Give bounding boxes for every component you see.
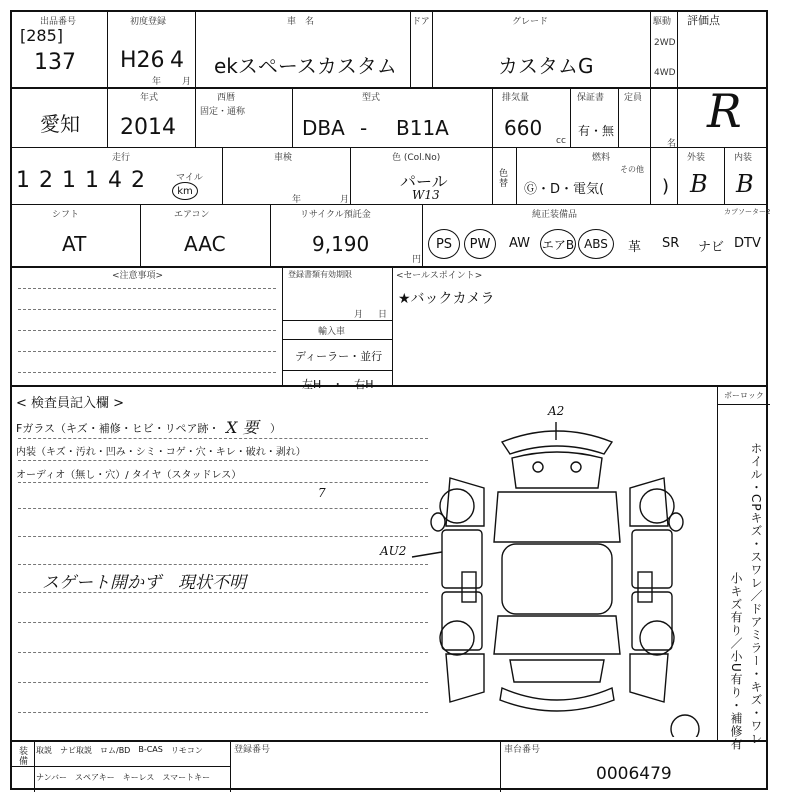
fuel-label: 燃料 xyxy=(592,153,611,163)
fuel-other-label: その他 xyxy=(620,165,644,174)
option-item: スペアキー xyxy=(75,773,115,782)
inspect-day: 日 xyxy=(378,310,388,320)
warranty: 有・無 xyxy=(578,124,615,138)
mileage-digits xyxy=(16,168,145,193)
mile-unit: マイル xyxy=(176,173,203,183)
car-name: ekスペースカスタム xyxy=(214,54,397,78)
color-code: W13 xyxy=(412,188,440,202)
equip-airbag: エアB xyxy=(540,229,576,259)
model-year: 2014 xyxy=(120,115,176,140)
drive-2wd: 2WD xyxy=(654,38,676,48)
grade-label: グレード xyxy=(512,17,549,27)
dealer: ディーラー・並行 xyxy=(295,350,383,363)
equip-dtv: DTV xyxy=(734,236,761,251)
ac-label: エアコン xyxy=(174,210,210,220)
option-item: キーレス xyxy=(122,773,155,782)
option-item: ナビ取説 xyxy=(60,746,92,755)
mileage-digit: 2 xyxy=(131,168,145,193)
first-reg-month: 4 xyxy=(170,48,184,73)
auction-sheet xyxy=(10,10,771,790)
mileage-digit: 1 xyxy=(16,168,30,193)
inspector-label: < 検査員記入欄 > xyxy=(16,396,125,411)
option-item: ロム/BD xyxy=(100,746,131,755)
model-year-label: 年式 xyxy=(140,93,159,103)
sales-point: ★バックカメラ xyxy=(398,291,495,307)
grade: カスタムG xyxy=(498,54,594,78)
equip-leather: 革 xyxy=(628,240,642,255)
color-label: 色 (Col.No) xyxy=(392,153,441,163)
cc-unit: cc xyxy=(556,136,566,146)
car-name-label: 車 名 xyxy=(287,17,315,27)
interior-label: 内装 xyxy=(734,153,753,163)
diagram-mark-top: A2 xyxy=(548,404,565,418)
car-diagram xyxy=(342,392,712,737)
model-prefix: DBA xyxy=(302,116,345,140)
recycle-label: リサイクル預託金 xyxy=(300,210,371,220)
bottom-equip-label: 装備 xyxy=(17,746,27,766)
diagram-mark-small: 7 xyxy=(318,486,326,500)
chassis-label: 車台番号 xyxy=(504,745,541,755)
inspect-label: 登録書類有効期限 xyxy=(288,270,352,279)
fuel-close: ) xyxy=(662,176,670,197)
options-row-1 xyxy=(36,745,203,756)
equip-abs: ABS xyxy=(578,229,614,259)
coupe-label: カプソーター2 xyxy=(724,208,771,216)
interior-line: 内装（キズ・汚れ・凹み・シミ・コゲ・穴・キレ・破れ・剥れ） xyxy=(16,447,306,458)
month-unit: 月 xyxy=(182,77,192,87)
lot-number: 137 xyxy=(34,50,76,75)
side-label: ボーロック xyxy=(724,391,764,400)
option-item: 取説 xyxy=(36,746,52,755)
shift: AT xyxy=(62,232,87,256)
lot-label: 出品番号 xyxy=(40,17,77,27)
score-label: 評価点 xyxy=(687,14,720,27)
equip-navi: ナビ xyxy=(698,240,725,255)
option-item: リモコン xyxy=(170,746,203,755)
shift-label: シフト xyxy=(52,210,80,220)
diagram-mark-left: AU2 xyxy=(380,544,407,558)
interior-grade: B xyxy=(736,170,754,198)
handle: 左H ・ 右H xyxy=(302,378,374,391)
import-label: 輸入車 xyxy=(318,327,346,337)
fixed-label: 固定・通称 xyxy=(200,107,246,117)
reg-date-label: 西暦 xyxy=(217,93,236,103)
sales-point-label: <セールスポイント> xyxy=(396,271,483,281)
year-unit: 年 xyxy=(152,77,162,87)
location: 愛知 xyxy=(40,112,80,136)
mileage-digit: 1 xyxy=(62,168,76,193)
handwritten-note: スゲート開かず 現状不明 xyxy=(42,573,246,593)
exterior-grade: B xyxy=(690,170,708,198)
equip-pw: PW xyxy=(464,229,496,259)
mileage-digit: 4 xyxy=(108,168,122,193)
inspect-month: 月 xyxy=(354,310,364,320)
disp-label: 排気量 xyxy=(502,93,530,103)
person-unit: 名 xyxy=(667,139,677,149)
first-reg-year: H26 xyxy=(120,48,165,73)
fuel-options: Ⓖ・D・電気( xyxy=(524,182,605,197)
exterior-label: 外装 xyxy=(687,153,706,163)
door-label: ドア xyxy=(412,17,430,27)
options-row-2 xyxy=(36,772,210,783)
equip-ps: PS xyxy=(428,229,460,259)
color-name: パール xyxy=(400,172,448,191)
aircon: AAC xyxy=(184,232,226,256)
equip-aw: AW xyxy=(509,236,531,251)
glass-close: ） xyxy=(270,422,281,435)
mileage-digit: 2 xyxy=(39,168,53,193)
drive-label: 駆動 xyxy=(653,17,672,27)
option-item: スマートキー xyxy=(162,773,211,782)
equipment-label: 純正装備品 xyxy=(532,210,578,220)
warranty-label: 保証書 xyxy=(577,93,605,103)
first-reg-label: 初度登録 xyxy=(130,17,167,27)
option-item: B-CAS xyxy=(138,745,163,754)
mileage-label: 走行 xyxy=(112,153,131,163)
inspect-year-unit: 年 xyxy=(292,195,302,205)
inspection-label: 車検 xyxy=(274,153,293,163)
km-unit: km xyxy=(172,182,198,200)
inspect-month-unit: 月 xyxy=(340,195,350,205)
recycle-fee: 9,190 xyxy=(312,232,370,256)
score-value: R xyxy=(707,84,742,138)
glass-mark: X 要 xyxy=(226,418,259,437)
side-text-1: ホイル・CPキズ・スワレ／ドアミラー・キズ・ワレ xyxy=(749,442,763,746)
side-text-2: 小キズ有り／小U有り・補修有 xyxy=(729,572,743,751)
audio-line: オーディオ（無し・穴）/ タイヤ（スタッドレス） xyxy=(16,470,242,481)
drive-4wd: 4WD xyxy=(654,68,676,78)
glass-line: Fガラス（キズ・補修・ヒビ・リペア跡・ xyxy=(16,422,220,435)
option-item: ナンバー xyxy=(36,773,68,782)
lot-bracket: [285] xyxy=(20,26,64,45)
reg-number-label: 登録番号 xyxy=(234,745,271,755)
color-swap-label: 色替 xyxy=(497,168,507,188)
mileage-digit: 1 xyxy=(85,168,99,193)
model-code: B11A xyxy=(396,116,449,140)
recycle-unit: 円 xyxy=(412,255,422,265)
model-dash: - xyxy=(360,116,368,140)
equip-sr: SR xyxy=(662,236,680,251)
type-label: 型式 xyxy=(362,93,381,103)
chassis-number: 0006479 xyxy=(596,764,672,784)
notes-label: <注意事項> xyxy=(112,271,164,281)
capacity-label: 定員 xyxy=(624,93,643,103)
displacement: 660 xyxy=(504,116,543,140)
